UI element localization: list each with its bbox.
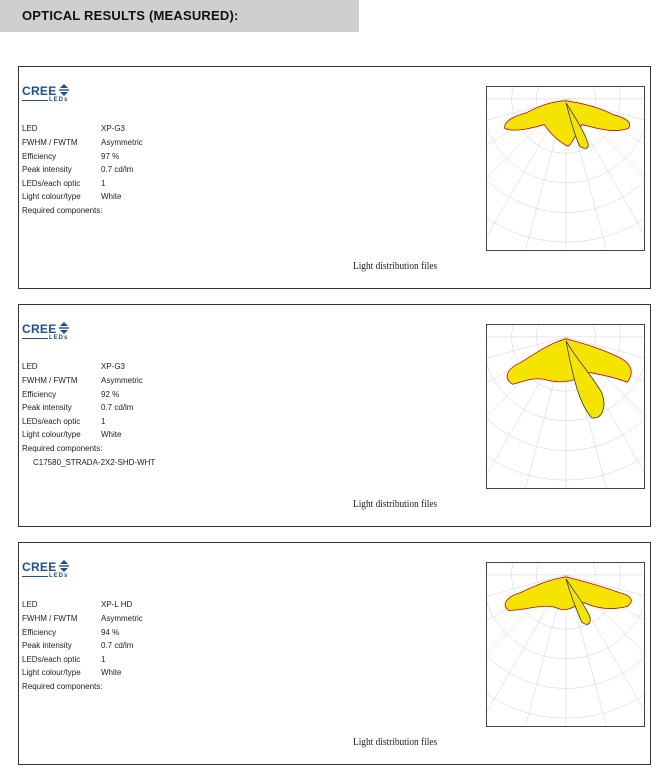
- polar-chart-svg: [487, 325, 644, 488]
- required-component: C17580_STRADA-2X2-SHD-WHT: [33, 458, 156, 467]
- spec-label-fwhm: FWHM / FWTM: [22, 614, 78, 623]
- spec-value-fwhm: Asymmetric: [101, 138, 143, 147]
- spec-value-fwhm: Asymmetric: [101, 614, 143, 623]
- spec-value-led: XP-G3: [101, 124, 126, 133]
- spec-value-led: XP-L HD: [101, 600, 133, 609]
- spec-label-efficiency: Efficiency: [22, 152, 57, 161]
- spec-value-peak: 0.7 cd/lm: [101, 403, 134, 412]
- logo-subtext: LEDs: [49, 97, 69, 103]
- spec-value-led: XP-G3: [101, 362, 126, 371]
- section-header: [0, 0, 359, 32]
- spec-label-required: Required components:: [22, 444, 103, 453]
- spec-label-leds: LEDs/each optic: [22, 417, 81, 426]
- polar-chart-svg: [487, 563, 644, 726]
- logo-diamond-icon: [58, 560, 70, 572]
- spec-label-leds: LEDs/each optic: [22, 655, 81, 664]
- logo-underline: [22, 100, 48, 101]
- logo-diamond-icon: [58, 322, 70, 334]
- cree-logo: [22, 560, 82, 582]
- spec-value-leds: 1: [101, 655, 106, 664]
- optic-card-1: [18, 66, 651, 289]
- spec-label-fwhm: FWHM / FWTM: [22, 376, 78, 385]
- light-distribution-files-link[interactable]: Light distribution files: [353, 498, 438, 510]
- spec-value-efficiency: 97 %: [101, 152, 120, 161]
- spec-value-leds: 1: [101, 179, 106, 188]
- section-title: OPTICAL RESULTS (MEASURED):: [22, 8, 239, 23]
- spec-value-efficiency: 94 %: [101, 628, 120, 637]
- logo-text: CREE: [22, 84, 57, 98]
- logo-underline: [22, 338, 48, 339]
- polar-diagram: [486, 562, 645, 727]
- logo-subtext: LEDs: [49, 573, 69, 579]
- spec-label-peak: Peak intensity: [22, 641, 72, 650]
- spec-label-led: LED: [22, 362, 38, 371]
- spec-label-efficiency: Efficiency: [22, 628, 57, 637]
- polar-chart-svg: [487, 87, 644, 250]
- spec-value-peak: 0.7 cd/lm: [101, 165, 134, 174]
- spec-label-peak: Peak intensity: [22, 403, 72, 412]
- logo-diamond-icon: [58, 84, 70, 96]
- spec-label-required: Required components:: [22, 682, 103, 691]
- spec-label-led: LED: [22, 124, 38, 133]
- spec-label-led: LED: [22, 600, 38, 609]
- spec-label-fwhm: FWHM / FWTM: [22, 138, 78, 147]
- cree-logo: [22, 84, 82, 106]
- optic-card-2: [18, 304, 651, 527]
- light-distribution-files-link[interactable]: Light distribution files: [353, 260, 438, 272]
- spec-label-required: Required components:: [22, 206, 103, 215]
- polar-diagram: [486, 324, 645, 489]
- spec-value-leds: 1: [101, 417, 106, 426]
- spec-label-leds: LEDs/each optic: [22, 179, 81, 188]
- spec-label-colour: Light colour/type: [22, 192, 81, 201]
- polar-diagram: [486, 86, 645, 251]
- spec-value-colour: White: [101, 668, 122, 677]
- logo-subtext: LEDs: [49, 335, 69, 341]
- logo-text: CREE: [22, 560, 57, 574]
- logo-text: CREE: [22, 322, 57, 336]
- spec-value-colour: White: [101, 430, 122, 439]
- logo-underline: [22, 576, 48, 577]
- spec-label-efficiency: Efficiency: [22, 390, 57, 399]
- spec-label-colour: Light colour/type: [22, 430, 81, 439]
- spec-value-colour: White: [101, 192, 122, 201]
- cree-logo: [22, 322, 82, 344]
- spec-label-peak: Peak intensity: [22, 165, 72, 174]
- light-distribution-files-link[interactable]: Light distribution files: [353, 736, 438, 748]
- spec-value-efficiency: 92 %: [101, 390, 120, 399]
- spec-label-colour: Light colour/type: [22, 668, 81, 677]
- spec-value-peak: 0.7 cd/lm: [101, 641, 134, 650]
- spec-value-fwhm: Asymmetric: [101, 376, 143, 385]
- optic-card-3: [18, 542, 651, 765]
